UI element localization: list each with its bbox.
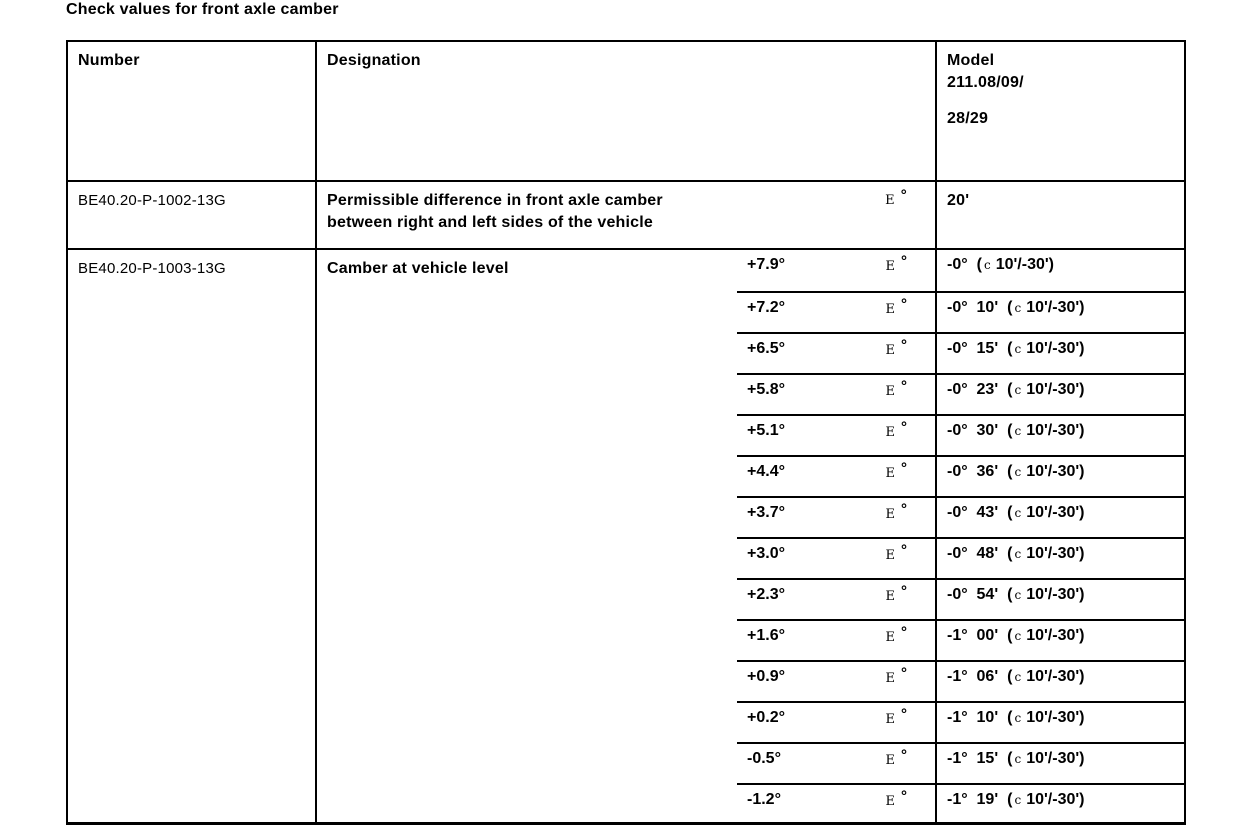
unit-letter: E [885,753,895,768]
unit-degree-symbol [885,419,908,441]
tolerance-value: 10'/-30' [1026,504,1080,521]
tolerance-value: 10'/-30' [1026,586,1080,603]
tolerance-paren-open: ( [1007,709,1013,726]
degree-icon: ° [901,665,907,682]
camber-level-cell [737,580,937,619]
camber-entry-row [737,291,1184,332]
unit-degree-symbol [885,583,908,605]
tolerance-symbol: c [1014,383,1022,397]
tolerance-paren-open: ( [1007,545,1013,562]
unit-degree-symbol [885,624,908,646]
tolerance-symbol: c [1014,793,1022,807]
degree-icon: ° [901,501,907,518]
unit-letter: E [885,425,895,440]
tolerance-paren-open: ( [1007,422,1013,439]
camber-level-value: -1.2° [747,791,781,808]
model-value-cell [937,457,1184,496]
unit-letter: E [885,589,895,604]
unit-letter: E [885,794,895,809]
camber-entry-row [737,619,1184,660]
camber-entry-row [737,332,1184,373]
tolerance-symbol: c [1014,547,1022,561]
degree-icon: ° [901,253,907,270]
tolerance-paren-close: ) [1079,504,1085,521]
tolerance-value: 10'/-30' [995,256,1049,273]
model-value: -1° 06' [947,668,999,685]
unit-letter: E [885,466,895,481]
tolerance-paren-open: ( [976,256,982,273]
tolerance-paren-close: ) [1079,791,1085,808]
model-value-cell [937,334,1184,373]
tolerance-paren-close: ) [1079,586,1085,603]
model-value-cell [937,662,1184,701]
tolerance-paren-close: ) [1079,750,1085,767]
tolerance-symbol: c [1014,629,1022,643]
tolerance-paren-open: ( [1007,504,1013,521]
camber-level-cell [737,375,937,414]
camber-entry-row [737,660,1184,701]
unit-letter: E [885,193,895,208]
unit-degree-symbol [885,460,908,482]
row2-number-cell [68,250,317,822]
camber-level-value: +7.2° [747,299,785,316]
tolerance-value: 10'/-30' [1026,422,1080,439]
degree-icon: ° [901,583,907,600]
unit-degree-symbol [885,788,908,810]
designation-line: between right and left sides of the vehicle [327,214,653,231]
model-value: -1° 00' [947,627,999,644]
camber-entry-row [737,742,1184,783]
tolerance-paren-close: ) [1079,422,1085,439]
unit-degree-symbol [885,296,908,318]
designation-line: Permissible difference in front axle camber [327,192,663,209]
tolerance-paren-close: ) [1079,545,1085,562]
row1-designation-cell [317,182,937,248]
tolerance-symbol: c [1014,588,1022,602]
camber-level-value: +5.8° [747,381,785,398]
camber-level-cell [737,703,937,742]
tolerance-symbol: c [983,258,991,272]
model-value: -0° 48' [947,545,999,562]
unit-letter: E [885,507,895,522]
tolerance-paren-close: ) [1079,709,1085,726]
tolerance-value: 10'/-30' [1026,545,1080,562]
tolerance-symbol: c [1014,301,1022,315]
table-row-permissible-difference [68,182,1184,250]
header-model-line3: 28/29 [947,110,989,127]
unit-degree-symbol [885,337,908,359]
tolerance-symbol: c [1014,670,1022,684]
tolerance-paren-open: ( [1007,791,1013,808]
tolerance-paren-open: ( [1007,463,1013,480]
camber-level-value: +3.0° [747,545,785,562]
camber-level-cell [737,785,937,822]
unit-degree-symbol [885,542,908,564]
model-value-cell [937,580,1184,619]
camber-level-cell [737,416,937,455]
camber-entries [737,250,1184,822]
tolerance-paren-close: ) [1079,299,1085,316]
degree-icon: ° [901,706,907,723]
degree-icon: ° [901,460,907,477]
tolerance-paren-close: ) [1079,340,1085,357]
model-value: -0° 30' [947,422,999,439]
degree-icon: ° [901,747,907,764]
model-value-cell [937,416,1184,455]
unit-letter: E [885,302,895,317]
model-value: -0° 10' [947,299,999,316]
tolerance-paren-open: ( [1007,340,1013,357]
model-value-cell [937,539,1184,578]
header-number: Number [68,42,317,180]
camber-level-cell [737,457,937,496]
table-row-camber-at-vehicle-level [68,250,1184,822]
camber-level-value: +0.2° [747,709,785,726]
model-value-cell [937,250,1184,291]
camber-entry-row [737,455,1184,496]
tolerance-paren-close: ) [1079,463,1085,480]
model-value-cell [937,498,1184,537]
tolerance-value: 10'/-30' [1026,668,1080,685]
camber-level-value: +0.9° [747,668,785,685]
row2-designation-cell: Camber at vehicle level [327,260,509,277]
camber-level-value: +1.6° [747,627,785,644]
header-model-line1: Model [947,52,995,69]
tolerance-paren-open: ( [1007,586,1013,603]
camber-entry-row [737,578,1184,619]
model-value: -0° 15' [947,340,999,357]
tolerance-value: 10'/-30' [1026,463,1080,480]
tolerance-value: 10'/-30' [1026,750,1080,767]
unit-degree-symbol [885,378,908,400]
unit-letter: E [885,630,895,645]
model-value-cell [937,375,1184,414]
header-model [937,42,1184,180]
degree-icon: ° [901,542,907,559]
degree-icon: ° [901,788,907,805]
unit-degree-symbol [885,747,908,769]
tolerance-symbol: c [1014,342,1022,356]
tolerance-value: 10'/-30' [1026,627,1080,644]
header-model-line2: 211.08/09/ [947,74,1024,91]
document-number: BE40.20-P-1002-13G [78,192,226,209]
camber-level-cell [737,744,937,783]
camber-level-value: +6.5° [747,340,785,357]
camber-entry-row [737,701,1184,742]
tolerance-value: 10'/-30' [1026,709,1080,726]
document-number: BE40.20-P-1003-13G [78,260,226,277]
model-value: -0° 43' [947,504,999,521]
degree-icon: ° [901,419,907,436]
unit-degree-symbol [885,706,908,728]
tolerance-symbol: c [1014,424,1022,438]
tolerance-paren-close: ) [1048,256,1054,273]
tolerance-value: 10'/-30' [1026,340,1080,357]
tolerance-value: 10'/-30' [1026,791,1080,808]
model-value: -1° 10' [947,709,999,726]
model-value: -0° 36' [947,463,999,480]
tolerance-paren-open: ( [1007,299,1013,316]
tolerance-paren-close: ) [1079,668,1085,685]
model-value-cell [937,293,1184,332]
camber-entry-row [737,373,1184,414]
camber-entry-row [737,496,1184,537]
camber-level-cell [737,498,937,537]
unit-letter: E [885,712,895,727]
unit-degree-symbol [885,253,908,275]
camber-entry-row [737,537,1184,578]
tolerance-paren-close: ) [1079,627,1085,644]
tolerance-symbol: c [1014,752,1022,766]
camber-values-table [66,40,1186,825]
degree-icon: ° [900,187,907,204]
camber-level-value: +2.3° [747,586,785,603]
tolerance-value: 10'/-30' [1026,381,1080,398]
degree-icon: ° [901,378,907,395]
camber-level-value: +7.9° [747,256,785,273]
camber-level-cell [737,621,937,660]
tolerance-paren-open: ( [1007,750,1013,767]
camber-level-cell [737,250,937,291]
degree-icon: ° [901,296,907,313]
tolerance-paren-open: ( [1007,381,1013,398]
table-header-row [68,42,1184,182]
unit-degree-symbol [885,665,908,687]
unit-letter: E [885,343,895,358]
tolerance-symbol: c [1014,711,1022,725]
camber-level-value: +3.7° [747,504,785,521]
camber-level-cell [737,539,937,578]
degree-icon: ° [901,624,907,641]
model-value: -1° 19' [947,791,999,808]
tolerance-value: 10'/-30' [1026,299,1080,316]
model-value: -0° 23' [947,381,999,398]
camber-level-cell [737,293,937,332]
camber-level-value: +4.4° [747,463,785,480]
row1-number-cell [68,182,317,248]
model-value-cell [937,703,1184,742]
tolerance-paren-open: ( [1007,627,1013,644]
degree-icon: ° [901,337,907,354]
tolerance-paren-open: ( [1007,668,1013,685]
camber-level-cell [737,662,937,701]
unit-letter: E [885,259,895,274]
model-value-cell [937,621,1184,660]
camber-entry-row [737,783,1184,822]
tolerance-symbol: c [1014,506,1022,520]
unit-degree-symbol [885,189,907,212]
unit-letter: E [885,671,895,686]
model-value: -0° [947,256,968,273]
unit-degree-symbol [885,501,908,523]
model-value: -0° 54' [947,586,999,603]
camber-level-value: -0.5° [747,750,781,767]
model-value: -1° 15' [947,750,999,767]
tolerance-paren-close: ) [1079,381,1085,398]
header-designation: Designation [317,42,937,180]
tolerance-symbol: c [1014,465,1022,479]
page-title: Check values for front axle camber [66,1,339,18]
camber-level-cell [737,334,937,373]
row1-model-value: 20' [947,192,970,209]
unit-letter: E [885,548,895,563]
model-value-cell [937,744,1184,783]
unit-letter: E [885,384,895,399]
camber-entry-row [737,414,1184,455]
camber-entry-row [737,250,1184,291]
camber-level-value: +5.1° [747,422,785,439]
model-value-cell [937,785,1184,822]
